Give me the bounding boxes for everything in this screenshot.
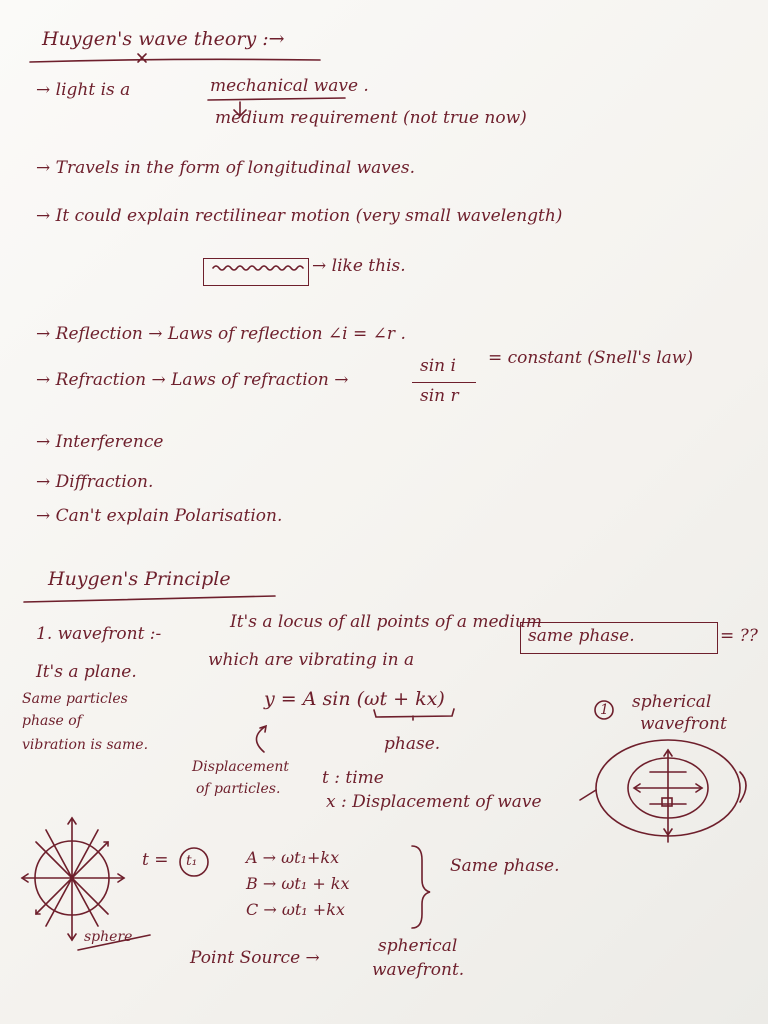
vibrating-line: which are vibrating in a	[208, 650, 415, 670]
reflection-line: → Reflection → Laws of reflection ∠i = ∠r .	[36, 324, 406, 344]
page-heading: Huygen's wave theory :→	[42, 28, 285, 50]
same-phase-brace	[412, 846, 430, 928]
t1-label: t₁	[186, 853, 198, 869]
point-source-spherical: spherical	[378, 936, 458, 956]
point-b-phase: B → ωt₁ + kx	[246, 874, 350, 893]
diffraction-line: → Diffraction.	[36, 472, 154, 492]
principle-title: Huygen's Principle	[48, 568, 231, 590]
point-c-phase: C → ωt₁ +kx	[246, 900, 345, 919]
snell-law-text: = constant (Snell's law)	[488, 348, 693, 368]
t-equals: t =	[142, 850, 169, 870]
frac-numerator: sin i	[420, 356, 456, 376]
interference-line: → Interference	[36, 432, 164, 452]
number-one: 1	[600, 702, 609, 718]
phase-label: phase.	[384, 734, 441, 754]
plane-text: It's a plane.	[36, 662, 137, 682]
outer-wavefront-tail	[740, 772, 746, 802]
y-arrow	[256, 726, 266, 752]
displacement-label-2: of particles.	[196, 781, 281, 797]
time-definition: t : time	[322, 768, 384, 788]
medium-text: medium requirement (not true now)	[215, 108, 527, 128]
refraction-line: → Refraction → Laws of refraction →	[36, 370, 349, 390]
point-source-wavefront: wavefront.	[372, 960, 465, 980]
phase-brace	[374, 709, 454, 720]
principle-underline	[24, 596, 275, 602]
longitudinal-line: → Travels in the form of longitudinal waves.	[36, 158, 416, 178]
spherical-label-1: spherical	[632, 692, 712, 712]
spherical-label-2: wavefront	[640, 714, 727, 734]
note-line-3: vibration is same.	[22, 737, 149, 753]
displacement-label-1: Displacement	[192, 759, 290, 775]
x-definition: x : Displacement of wave	[326, 792, 542, 812]
sphere-label: sphere	[84, 929, 133, 945]
wavefront-label: 1. wavefront :-	[36, 624, 162, 644]
like-this-text: → like this.	[312, 256, 406, 276]
wave-equation: y = A sin (ωt + kx)	[264, 688, 445, 710]
same-phase-text: same phase.	[528, 626, 635, 646]
rectilinear-line: → It could explain rectilinear motion (very small wavelength)	[36, 206, 563, 226]
mechanical-text: mechanical wave .	[210, 76, 369, 96]
point-source-text: Point Source →	[190, 948, 320, 968]
heading-underline-tick	[138, 54, 146, 62]
wavefront-definition: It's a locus of all points of a medium	[230, 612, 543, 632]
question-text: = ??	[720, 626, 758, 646]
frac-bar	[412, 382, 476, 383]
note-line-2: phase of	[22, 713, 82, 729]
heading-underline	[30, 59, 320, 62]
light-line: → light is a	[36, 80, 131, 100]
note-line-1: Same particles	[22, 691, 128, 707]
wave-arrow-left	[580, 790, 596, 800]
polarisation-line: → Can't explain Polarisation.	[36, 506, 283, 526]
wave-box	[203, 258, 309, 286]
frac-denominator: sin r	[420, 386, 459, 406]
same-phase-note: Same phase.	[450, 856, 560, 876]
point-a-phase: A → ωt₁+kx	[246, 848, 340, 867]
mechanical-underline	[208, 98, 345, 100]
